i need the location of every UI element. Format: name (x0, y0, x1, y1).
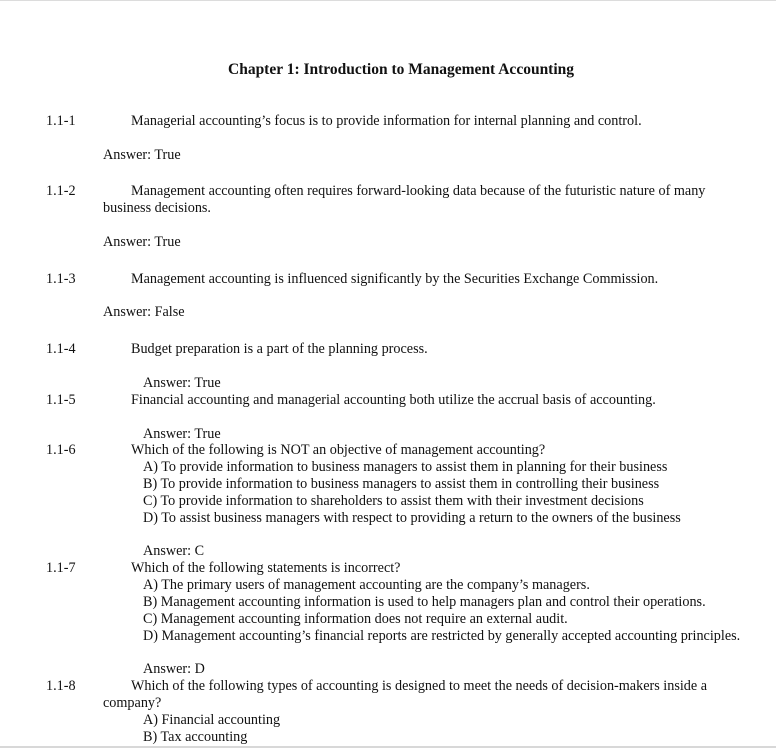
question-number: 1.1-2 (46, 183, 76, 199)
question-number: 1.1-1 (46, 113, 76, 129)
option-c: C) To provide information to shareholders to assist them with their investment decisions (143, 493, 644, 509)
answer: Answer: D (143, 661, 205, 677)
option-a: A) Financial accounting (143, 712, 281, 728)
question-text-continued: company? (103, 695, 162, 711)
question-text-continued: business decisions. (103, 200, 211, 216)
option-c: C) Management accounting information does not require an external audit. (143, 611, 568, 627)
question-text: Management accounting is influenced significantly by the Securities Exchange Commission. (131, 271, 659, 287)
question-number: 1.1-3 (46, 271, 76, 287)
question-number: 1.1-6 (46, 442, 76, 458)
option-b: B) Management accounting information is used to help managers plan and control their operations. (143, 594, 706, 610)
question-text: Managerial accounting’s focus is to provide information for internal planning and control. (131, 113, 642, 129)
option-a: A) The primary users of management accounting are the company’s managers. (143, 577, 590, 593)
question-number: 1.1-8 (46, 678, 76, 694)
page-title: Chapter 1: Introduction to Management Accounting (228, 61, 575, 78)
question-text: Budget preparation is a part of the planning process. (131, 341, 428, 357)
answer: Answer: C (143, 543, 205, 559)
question-number: 1.1-5 (46, 392, 76, 408)
answer: Answer: True (103, 234, 181, 250)
option-b: B) To provide information to business managers to assist them in controlling their business (143, 476, 660, 492)
question-text: Management accounting often requires forward-looking data because of the futuristic nature of many (131, 183, 706, 199)
answer: Answer: True (103, 147, 181, 163)
option-b: B) Tax accounting (143, 729, 248, 745)
question-text: Financial accounting and managerial accounting both utilize the accrual basis of accounting. (131, 392, 656, 408)
answer: Answer: False (103, 304, 185, 320)
option-a: A) To provide information to business managers to assist them in planning for their business (143, 459, 668, 475)
question-number: 1.1-4 (46, 341, 76, 357)
question-text: Which of the following types of accounting is designed to meet the needs of decision-makers inside a (131, 678, 708, 694)
option-d: D) Management accounting’s financial reports are restricted by generally accepted accounting principles. (143, 628, 741, 644)
page-top-border (0, 0, 776, 1)
answer: Answer: True (143, 426, 221, 442)
answer: Answer: True (143, 375, 221, 391)
question-text: Which of the following is NOT an objective of management accounting? (131, 442, 546, 458)
question-text: Which of the following statements is incorrect? (131, 560, 401, 576)
question-number: 1.1-7 (46, 560, 76, 576)
option-d: D) To assist business managers with respect to providing a return to the owners of the business (143, 510, 681, 526)
